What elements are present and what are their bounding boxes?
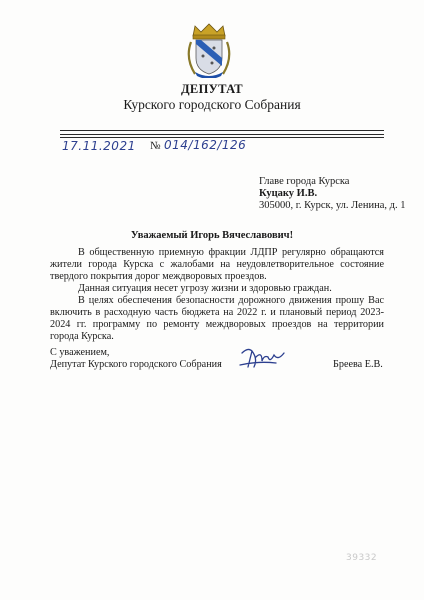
closing-position: Депутат Курского городского Собрания <box>50 359 222 370</box>
greeting: Уважаемый Игорь Вячеславович! <box>130 230 294 241</box>
paragraph: В целях обеспечения безопасности дорожного движения прошу Вас включить в расходную часть бюджета на 2022 г. и плановый период 2023-2024 гг. программу по ремонту междворовых проездов на территории города Курска. <box>50 295 384 342</box>
addressee-position: Главе города Курска <box>259 176 350 187</box>
handwritten-reg-number: 014/162/126 <box>164 138 247 152</box>
faint-stamp-number: 39332 <box>346 553 378 563</box>
signer-name: Бреева Е.В. <box>333 359 383 370</box>
paragraph: Данная ситуация несет угрозу жизни и здоровью граждан. <box>78 283 332 294</box>
header-divider-top <box>60 130 384 131</box>
handwritten-signature <box>238 345 290 371</box>
paragraph: В общественную приемную фракции ЛДПР регулярно обращаются жители города Курска с жалобами на неудовлетворительное состояние твердого покрытия дорог междворовых проездов. <box>50 247 384 282</box>
page-title: ДЕПУТАТ <box>181 82 243 96</box>
page-subtitle: Курского городского Собрания <box>123 97 301 112</box>
letter-body <box>50 247 384 343</box>
closing-salutation: С уважением, <box>50 347 110 358</box>
handwritten-date: 17.11.2021 <box>62 139 136 153</box>
header-divider-middle <box>60 134 384 135</box>
addressee-address: 305000, г. Курск, ул. Ленина, д. 1 <box>259 200 406 211</box>
closing-block <box>50 347 222 371</box>
addressee-name: Куцаку И.В. <box>259 188 318 199</box>
kursk-coat-of-arms-icon <box>185 22 233 78</box>
number-label: № <box>150 140 161 152</box>
